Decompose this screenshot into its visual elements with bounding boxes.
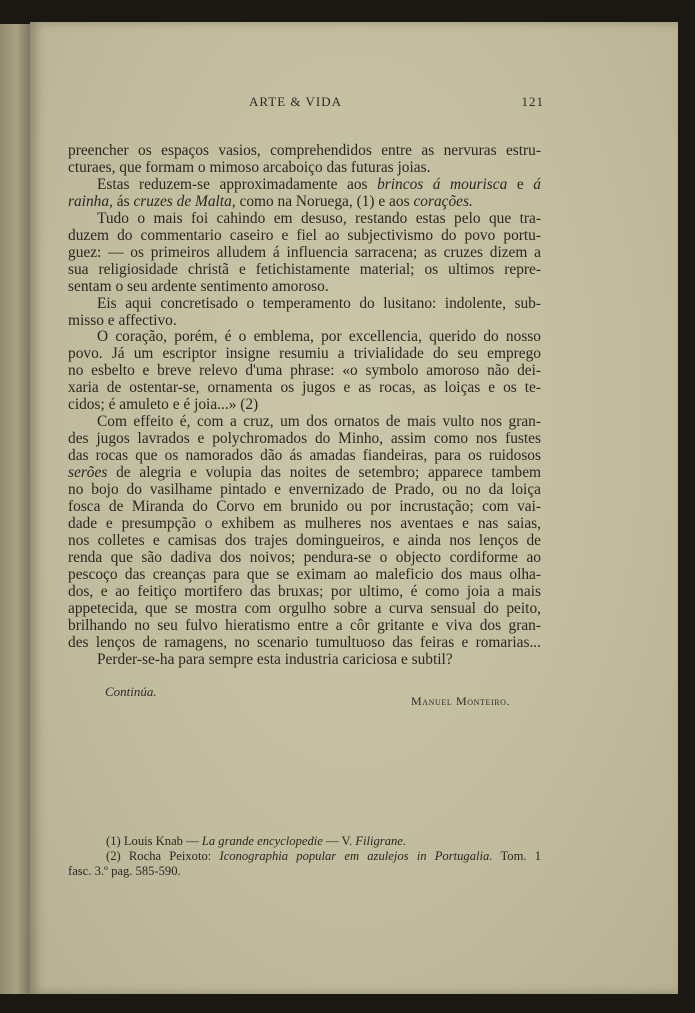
footnote-author: Rocha Peixoto: — [128, 849, 212, 863]
page-number: 121 — [521, 94, 544, 109]
text-line: Com effeito é, com a cruz, um dos ornatos de mais vulto nos gran- — [97, 413, 541, 431]
text-line: appetecida, que se mostra com orgulho sobre a curva sensual do peito, — [68, 599, 541, 617]
text-line: dade e presumpção o exhibem as mulheres nos aventaes e nas saias, — [68, 514, 541, 532]
text-line: misso e affectivo. — [68, 311, 177, 329]
text-line: duzem do commentario caseiro e fiel ao subjectivismo do povo portu- — [68, 226, 541, 244]
continued-note: Continúa. — [105, 684, 157, 699]
footnote-rest: — V. — [326, 834, 353, 848]
footnote-title: Iconographia popular em azulejos in Portugalia. — [219, 849, 493, 863]
text-line: povo. Já um escriptor insigne resumiu a trivialidade do seu emprego — [68, 345, 541, 363]
italic-term: brincos á mourisca — [377, 175, 508, 193]
running-head — [30, 94, 678, 114]
text-line: preencher os espaços vasios, comprehendidos entre as nervuras estru- — [68, 142, 541, 159]
text-segment: de alegria e volupia das noites de setembro; apparece tambem — [107, 464, 541, 482]
text-line: pescoço das creanças para que se eximam ao maleficio dos maus olha- — [68, 565, 541, 583]
footnotes — [68, 834, 541, 879]
text-line: nos colletes e camisas dos trajes domingueiros, e ainda nos lenços de — [68, 531, 541, 549]
italic-term: serões — [68, 464, 108, 482]
text-line: Tudo o mais foi cahindo em desuso, restando estas pelo que tra- — [97, 209, 541, 227]
text-line: xaria de ostentar-se, ornamenta os jugos e as rocas, as loiças e os te- — [68, 379, 541, 397]
footnote-1 — [68, 834, 541, 849]
text-line: guez: — os primeiros alludem á influencia sarracena; as cruzes dizem a — [68, 243, 541, 261]
book-page — [30, 22, 678, 994]
footnote-2-continuation: fasc. 3.º pag. 585-590. — [68, 864, 181, 878]
text-line: O coração, porém, é o emblema, por excellencia, querido do nosso — [97, 328, 541, 346]
italic-term: cruzes de Malta, — [133, 192, 236, 210]
text-line: sua religiosidade christã e fetichistamente material; os ultimos repre- — [68, 260, 541, 278]
running-title: ARTE & VIDA — [249, 94, 343, 109]
footnote-marker: (1) — [106, 834, 121, 848]
text-line: renda que são dadiva dos noivos; pendura-se o objecto cordiforme ao — [68, 548, 541, 566]
text-line — [68, 465, 541, 482]
author-signature: Manuel Monteiro. — [411, 694, 511, 708]
text-segment: ás — [116, 192, 130, 210]
article-body — [68, 143, 541, 669]
text-line: sentam o seu ardente sentimento amoroso. — [68, 277, 329, 295]
footnote-marker: (2) — [106, 849, 121, 863]
text-line: dos, e ao feitiço mortifero das bruxas; por ultimo, é como joia a mais — [68, 582, 541, 600]
text-line: no bojo do vasilhame pintado e envernizado de Prado, ou no da loiça — [68, 481, 541, 499]
text-line: cidos; é amuleto e é joia...» (2) — [68, 396, 259, 414]
facing-page-edge — [0, 24, 30, 994]
text-line: brilhando no seu fulvo hieratismo entre a côr gritante e viva dos gran- — [68, 616, 541, 634]
italic-term: á — [533, 175, 541, 193]
footnote-rest-italic: Filigrane. — [355, 834, 407, 848]
text-line: Eis aqui concretisado o temperamento do lusitano: indolente, sub- — [97, 294, 541, 312]
text-line — [68, 177, 541, 194]
text-segment: como na Noruega, (1) e aos — [239, 192, 410, 210]
footnote-rest: Tom. 1 — [500, 849, 542, 863]
text-line: das rocas que os namorados dão ás amadas fiandeiras, para os ruidosos — [68, 447, 541, 465]
text-line: Perder-se-ha para sempre esta industria cariciosa e subtil? — [97, 650, 453, 668]
footnote-title: La grande encyclopedie — [201, 834, 323, 848]
text-line: cturaes, que formam o mimoso arcaboiço das futuras joias. — [68, 158, 431, 176]
text-line: des lenços de ramagens, no scenario tumultuoso das feiras e romarias... — [68, 633, 541, 651]
footnote-author: Louis Knab — — [123, 834, 199, 848]
footnote-2 — [68, 849, 541, 864]
text-line: fosca de Miranda do Corvo em brunido ou por incrustação; com vai- — [68, 498, 541, 516]
text-line: des jugos lavrados e polychromados do Minho, assim como nos fustes — [68, 430, 541, 448]
italic-term: corações. — [413, 192, 473, 210]
italic-term: rainha, — [68, 192, 113, 210]
text-line — [68, 194, 541, 211]
text-line: no esbelto e breve relevo d'uma phrase: «o symbolo amoroso não dei- — [68, 362, 541, 380]
text-segment: Estas reduzem-se approximadamente aos — [97, 175, 378, 193]
text-segment: e — [516, 175, 524, 193]
